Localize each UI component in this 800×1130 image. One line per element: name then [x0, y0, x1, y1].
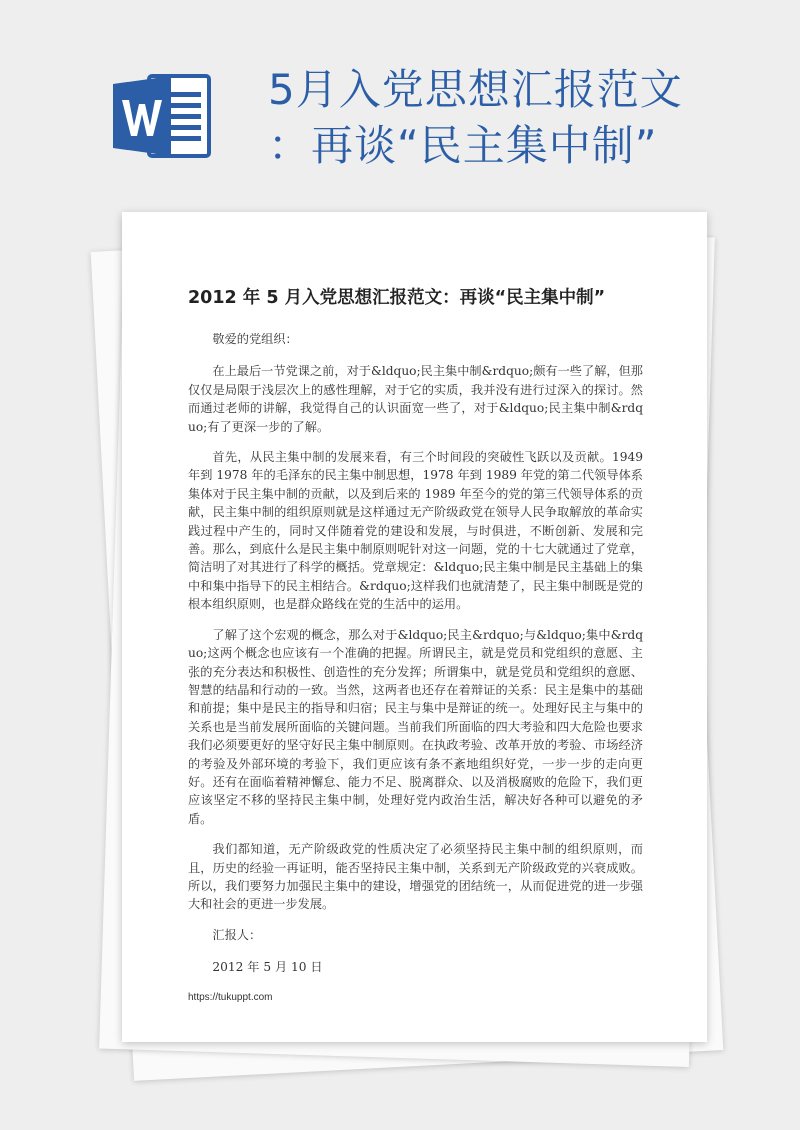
page-header [0, 0, 800, 215]
document-body [188, 330, 643, 991]
paragraph: 在上最后一节党课之前，对于&ldquo;民主集中制&rdquo;颇有一些了解，但那仅仅是局限于浅层次上的感性理解，对于它的实质，我并没有进行过深入的探讨。然而通过老师的讲解，我觉得自己的认识面宽一些了，对于&ldquo;民主集中制&rdquo;有了更深一步的了解。 [188, 364, 643, 434]
document-title: 2012 年 5 月入党思想汇报范文：再谈“民主集中制” [188, 288, 606, 308]
paragraph: 了解了这个宏观的概念，那么对于&ldquo;民主&rdquo;与&ldquo;集中&rdquo;这两个概念也应该有一个准确的把握。所谓民主，就是党员和党组织的意愿、主张的充分表达和积极性、创造性的充分发挥；所谓集中，就是党员和党组织的意愿、智慧的结晶和行动的一致。当然，这两者也还存在着辩证的关系：民主是集中的基础和前提；集中是民主的指导和归宿；民主与集中是辩证的统一。处理好民主与集中的关系也是当前发展所面临的关键问题。当前我们所面临的四大考验和四大危险也要求我们必须要更好的坚守好民主集中制原则。在执政考验、改革开放的考验、市场经济的考验及外部环境的考验下，我们更应该有条不紊地组织好党，一步一步的走向更好。还有在面临着精神懈怠、能力不足、脱离群众、以及消极腐败的危险下，我们更应该坚定不移的坚持民主集中制，处理好党内政治生活，解决好各种可以避免的矛盾。 [188, 627, 643, 826]
page-title [268, 62, 788, 174]
document-page [122, 212, 707, 1042]
word-document-icon [113, 72, 213, 160]
page-title-line-1: 5月入党思想汇报范文 [268, 65, 683, 114]
signature-label: 汇报人： [212, 927, 262, 942]
paragraph: 首先，从民主集中制的发展来看，有三个时间段的突破性飞跃以及贡献。1949 年到 1978 年的毛泽东的民主集中制思想，1978 年到 1989 年党的第二代领导体系集体对于民主集中制的贡献，以及到后来的 1989 年至今的党的第三代领导体系的贡献，民主集中制的组织原则就是这样通过无产阶级政党在领导人民争取解放的革命实践过程中产生的，同时又伴随着党的建设和发展，与时俱进，不断创新、发展和完善。那么，到底什么是民主集中制原则呢针对这一问题，党的十七大就通过了党章，简洁明了对其进行了科学的概括。党章规定：&ldquo;民主集中制是民主基础上的集中和集中指导下的民主相结合。&rdquo;这样我们也就清楚了，民主集中制既是党的根本组织原则，也是群众路线在党的生活中的运用。 [188, 450, 643, 612]
paragraph: 我们都知道，无产阶级政党的性质决定了必须坚持民主集中制的组织原则，而且，历史的经验一再证明，能否坚持民主集中制，关系到无产阶级政党的兴衰成败。所以，我们要努力加强民主集中的建设，增强党的团结统一，从而促进党的进一步强大和社会的更进一步发展。 [188, 842, 643, 912]
source-url: https://tukuppt.com [188, 992, 273, 1003]
page-title-line-2: ：再谈“民主集中制” [268, 121, 658, 170]
salutation: 敬爱的党组织： [212, 332, 298, 346]
report-date: 2012 年 5 月 10 日 [212, 960, 323, 975]
